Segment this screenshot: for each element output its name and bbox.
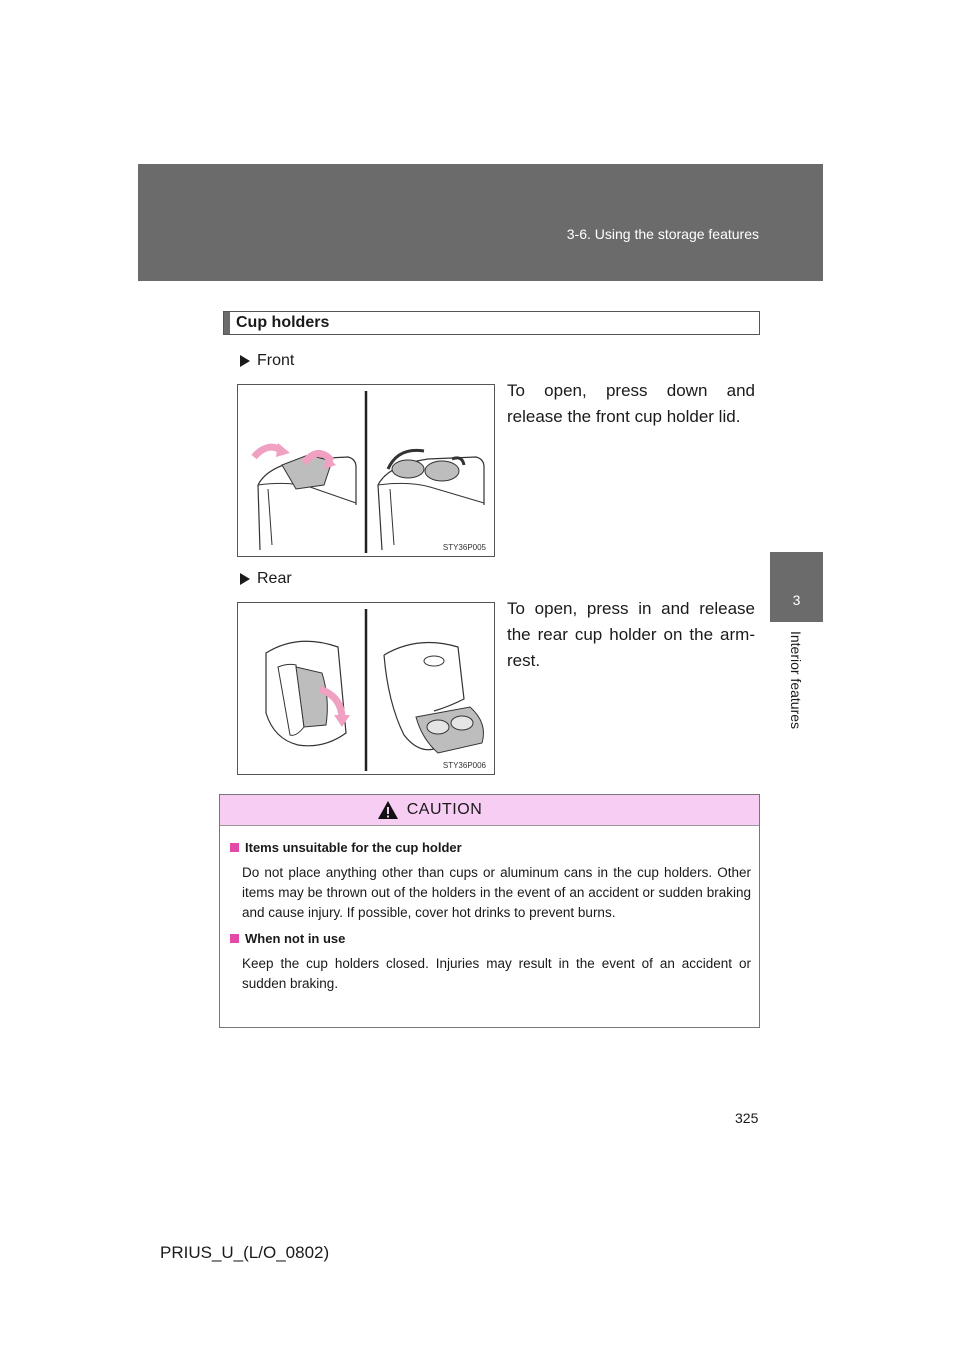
front-cup-holder-figure [237,384,495,557]
caution-body [220,826,759,994]
chapter-number: 3 [792,592,801,608]
warning-icon [377,800,399,820]
caution-item-text: Keep the cup holders closed. Injuries may result in the event of an accident or sudden braking. [242,956,751,991]
caution-item-heading: Items unsuitable for the cup holder [230,840,751,855]
section-heading-bar [223,311,760,335]
triangle-bullet-icon [240,355,250,367]
chapter-tab [770,552,823,622]
caution-item-text: Do not place anything other than cups or aluminum cans in the cup holders. Other items may be thrown out of the holders in the event of an accident or sudden braking and cause injury. If possible, cover hot drinks to prevent burns. [242,865,751,920]
chapter-header-band [138,164,823,281]
front-description: To open, press down and release the front cup holder lid. [507,381,755,426]
section-heading: Cup holders [236,314,330,331]
caution-title: CAUTION [406,801,483,818]
footer-code: PRIUS_U_(L/O_0802) [160,1243,330,1262]
square-bullet-icon [230,934,239,943]
rear-description: To open, press in and release the rear cup holder on the arm-rest. [507,599,755,670]
triangle-bullet-icon [240,573,250,585]
rear-bullet [240,570,292,588]
front-bullet [240,352,294,370]
page-number: 325 [735,1110,759,1126]
rear-figure-code: STY36P006 [442,761,486,770]
chapter-label: Interior features [788,630,804,730]
caution-box [219,794,760,1028]
rear-label: Rear [257,570,292,587]
rear-cup-holder-figure [237,602,495,775]
caution-item-heading: When not in use [230,931,751,946]
caution-header [220,795,759,826]
section-title: 3-6. Using the storage features [566,226,759,242]
front-figure-code: STY36P005 [442,543,486,552]
heading-marker [224,312,230,334]
square-bullet-icon [230,843,239,852]
front-label: Front [257,352,295,369]
